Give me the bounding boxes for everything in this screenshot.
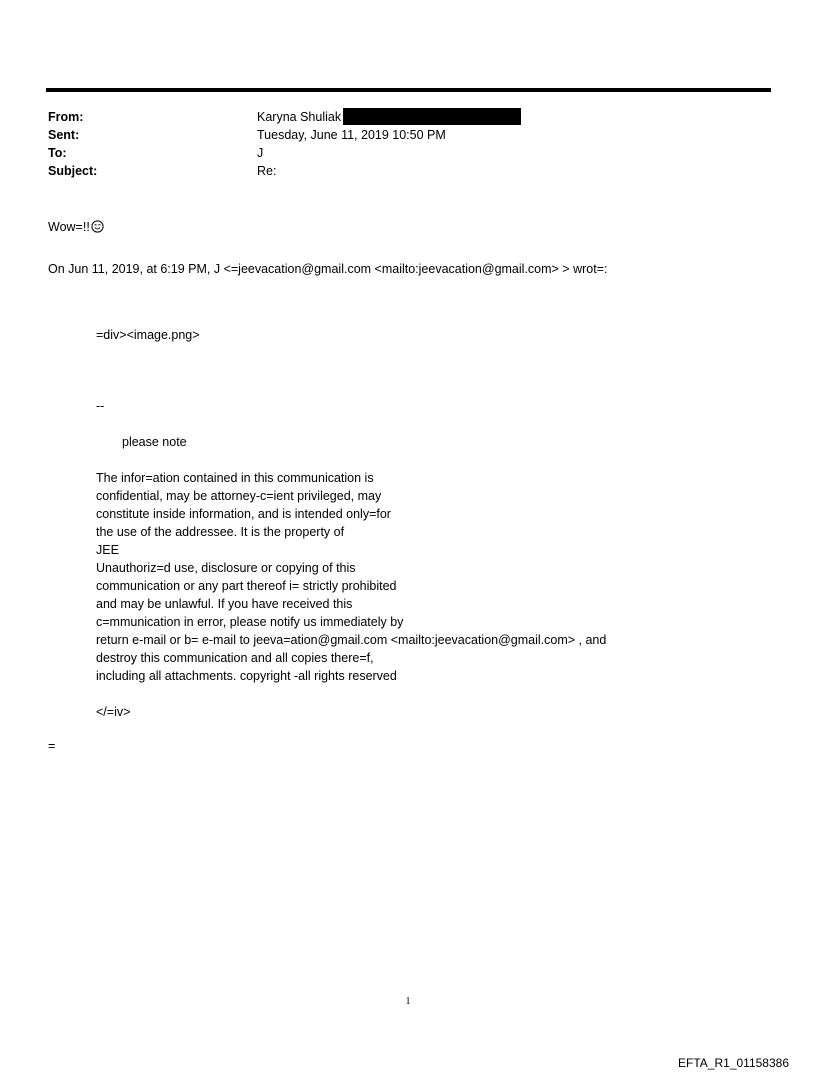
disclaimer-line: return e-mail or b= e-mail to jeeva=ation@gmail.com <mailto:jeevacation@gmail.com> , and [96, 633, 607, 647]
separator-line: -- [96, 399, 105, 413]
disclaimer-line: communication or any part thereof i= strictly prohibited [96, 579, 397, 593]
bates-number: EFTA_R1_01158386 [678, 1056, 789, 1070]
smiling-face-icon [91, 220, 104, 238]
from-row [48, 108, 748, 126]
disclaimer-line: c=mmunication in error, please notify us immediately by [96, 615, 404, 629]
redaction-box [343, 108, 521, 125]
to-row [48, 144, 748, 162]
trailing-equals: = [48, 739, 56, 753]
disclaimer-line: the use of the addressee. It is the property of [96, 525, 345, 539]
subject-value: Re: [257, 164, 277, 178]
disclaimer-line: constitute inside information, and is intended only=for [96, 507, 391, 521]
disclaimer-line: JEE [96, 543, 119, 557]
header-rule [46, 88, 771, 92]
to-label: To: [48, 146, 67, 160]
disclaimer-line: including all attachments. copyright -all rights reserved [96, 669, 397, 683]
quote-intro: On Jun 11, 2019, at 6:19 PM, J <=jeevacation@gmail.com <mailto:jeevacation@gmail.com> > wrot=: [48, 262, 608, 276]
sent-value: Tuesday, June 11, 2019 10:50 PM [257, 128, 446, 142]
greeting-text: Wow=!! [48, 220, 90, 234]
disclaimer-line: Unauthoriz=d use, disclosure or copying of this [96, 561, 356, 575]
from-value [257, 108, 521, 126]
subject-label: Subject: [48, 164, 98, 178]
disclaimer-line: and may be unlawful. If you have received this [96, 597, 353, 611]
from-label: From: [48, 110, 84, 124]
disclaimer-line: destroy this communication and all copies there=f, [96, 651, 374, 665]
disclaimer-line: confidential, may be attorney-c=ient privileged, may [96, 489, 382, 503]
div-image-line: =div><image.png> [96, 328, 200, 342]
subject-row [48, 162, 748, 180]
greeting-line [48, 218, 104, 236]
please-note-line: please note [122, 435, 187, 449]
sent-row [48, 126, 748, 144]
to-value: J [257, 146, 264, 160]
div-close-line: </=iv> [96, 705, 131, 719]
page-number: 1 [405, 996, 411, 1007]
from-name: Karyna Shuliak [257, 110, 342, 124]
disclaimer-line: The infor=ation contained in this communication is [96, 471, 374, 485]
sent-label: Sent: [48, 128, 80, 142]
